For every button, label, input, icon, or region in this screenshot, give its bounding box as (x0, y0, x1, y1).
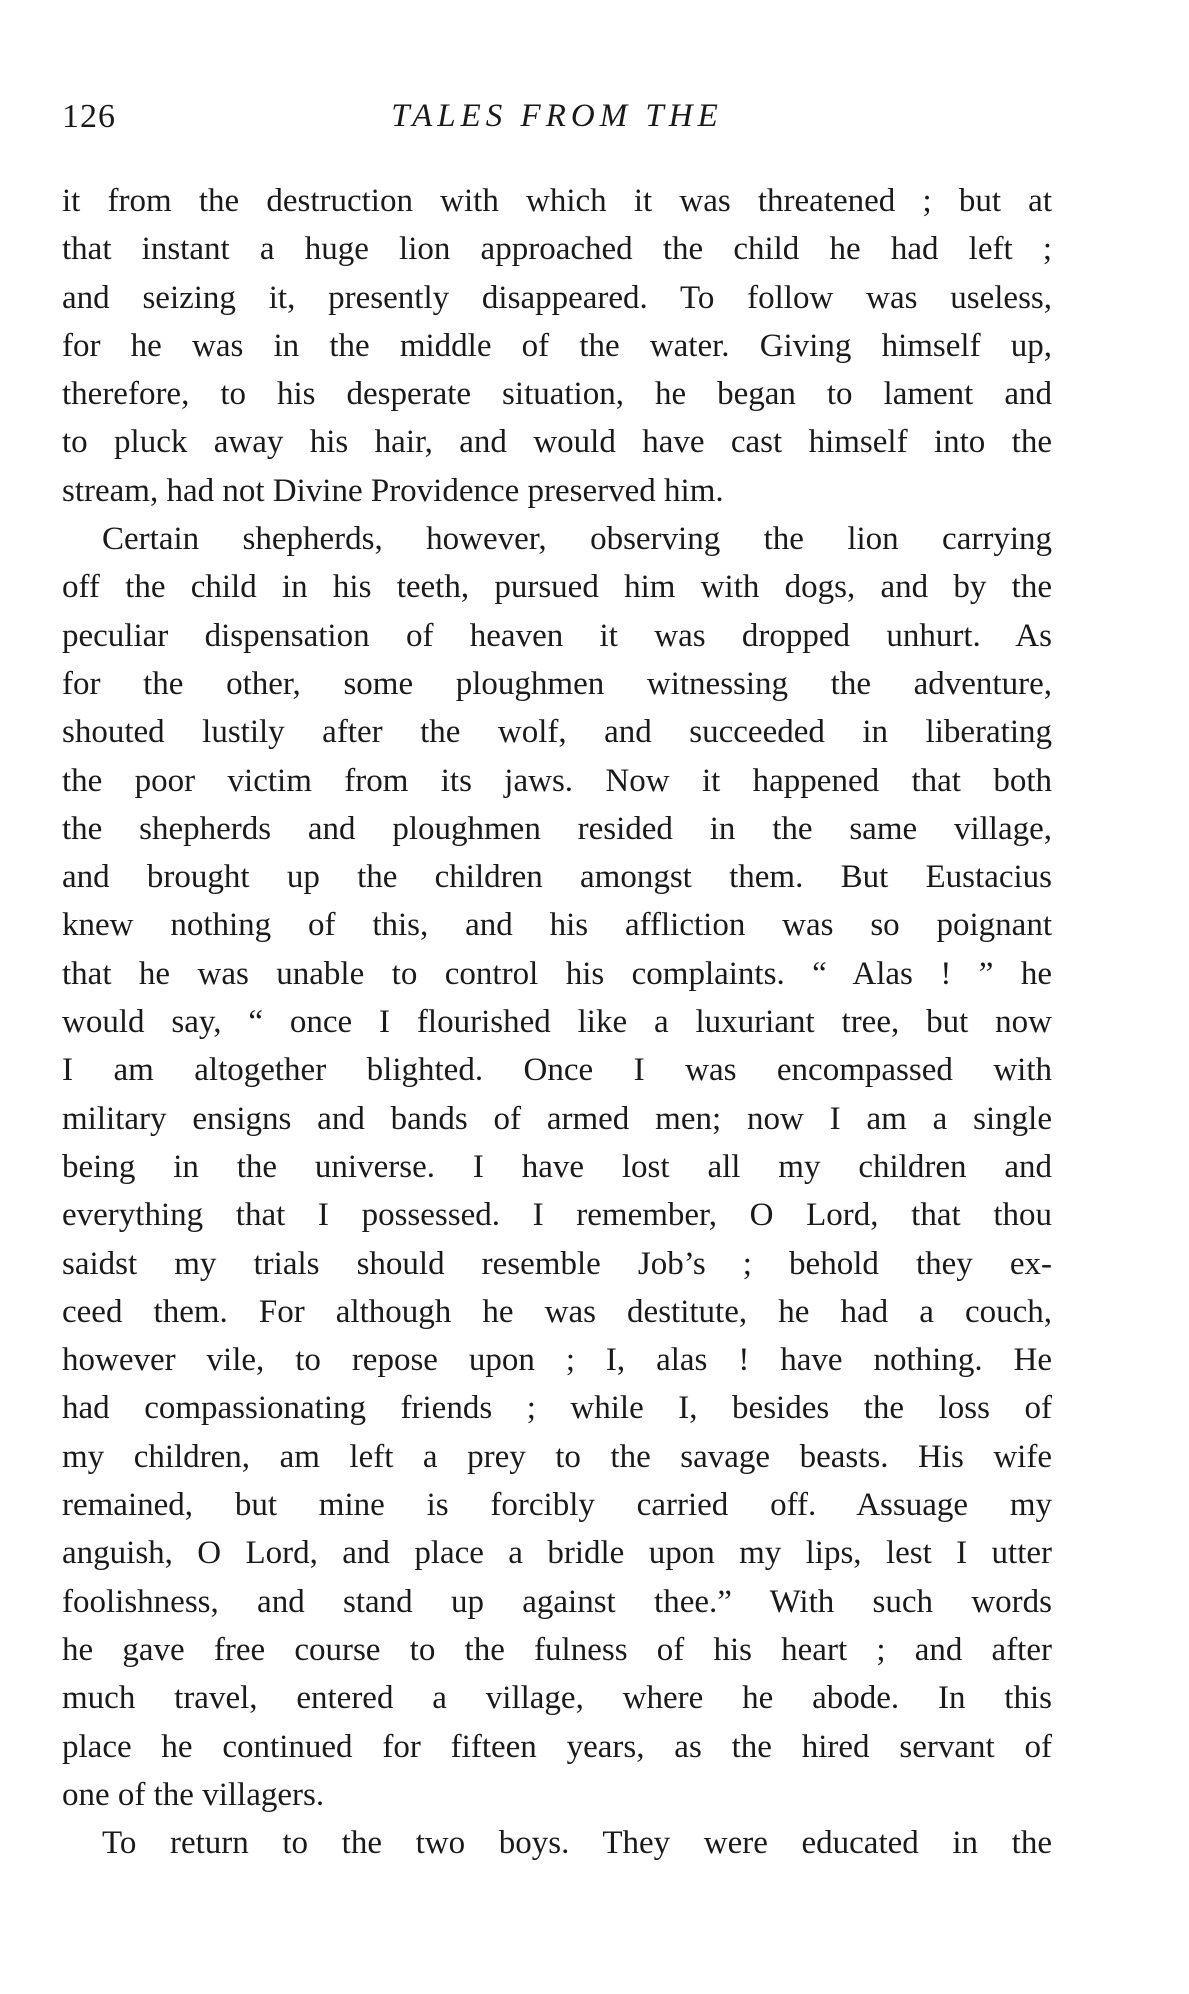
text-line: and brought up the children amongst them. But Eustacius (62, 859, 1052, 896)
text-line: the poor victim from its jaws. Now it happened that both (62, 762, 1052, 799)
text-line: peculiar dispensation of heaven it was dropped unhurt. As (62, 617, 1052, 654)
text-line: I am altogether blighted. Once I was encompassed with (62, 1052, 1052, 1089)
text-line: being in the universe. I have lost all my children and (62, 1148, 1052, 1185)
text-line: and seizing it, presently disappeared. To follow was useless, (62, 279, 1052, 316)
running-head (62, 98, 1052, 148)
text-line: my children, am left a prey to the savage beasts. His wife (62, 1438, 1052, 1475)
text-line: the shepherds and ploughmen resided in the same village, (62, 810, 1052, 847)
text-line: that he was unable to control his complaints. “ Alas ! ” he (62, 955, 1052, 992)
text-line: knew nothing of this, and his affliction was so poignant (62, 907, 1052, 944)
text-line: stream, had not Divine Providence preserved him. (62, 472, 724, 509)
text-line: for he was in the middle of the water. Giving himself up, (62, 327, 1052, 364)
text-line: had compassionating friends ; while I, besides the loss of (62, 1390, 1052, 1427)
text-line: Certain shepherds, however, observing the lion carrying (102, 521, 1052, 558)
page-number: 126 (62, 98, 116, 135)
text-line: it from the destruction with which it was threatened ; but at (62, 183, 1052, 219)
text-line: place he continued for fifteen years, as the hired servant of (62, 1728, 1052, 1765)
text-line: shouted lustily after the wolf, and succeeded in liberating (62, 714, 1052, 751)
text-line: military ensigns and bands of armed men; now I am a single (62, 1100, 1052, 1137)
running-title: TALES FROM THE (391, 98, 723, 134)
text-line: that instant a huge lion approached the child he had left ; (62, 231, 1052, 268)
text-line: everything that I possessed. I remember, O Lord, that thou (62, 1197, 1052, 1234)
text-line: for the other, some ploughmen witnessing the adventure, (62, 665, 1052, 702)
text-line: saidst my trials should resemble Job’s ; behold they ex- (62, 1245, 1052, 1282)
text-line: however vile, to repose upon ; I, alas ! have nothing. He (62, 1342, 1052, 1379)
text-line: foolishness, and stand up against thee.” With such words (62, 1583, 1052, 1620)
text-line: therefore, to his desperate situation, he began to lament and (62, 376, 1052, 413)
text-line: much travel, entered a village, where he abode. In this (62, 1680, 1052, 1717)
text-line: ceed them. For although he was destitute, he had a couch, (62, 1293, 1052, 1330)
text-line: would say, “ once I flourished like a luxuriant tree, but now (62, 1004, 1052, 1041)
text-line: he gave free course to the fulness of his heart ; and after (62, 1631, 1052, 1668)
body-text (62, 177, 1052, 1867)
text-line: off the child in his teeth, pursued him with dogs, and by the (62, 569, 1052, 606)
text-line: one of the villagers. (62, 1776, 325, 1813)
text-line: anguish, O Lord, and place a bridle upon my lips, lest I utter (62, 1535, 1052, 1572)
text-line: To return to the two boys. They were educated in the (102, 1825, 1052, 1862)
text-line: remained, but mine is forcibly carried off. Assuage my (62, 1487, 1052, 1524)
text-line: to pluck away his hair, and would have cast himself into the (62, 424, 1052, 461)
